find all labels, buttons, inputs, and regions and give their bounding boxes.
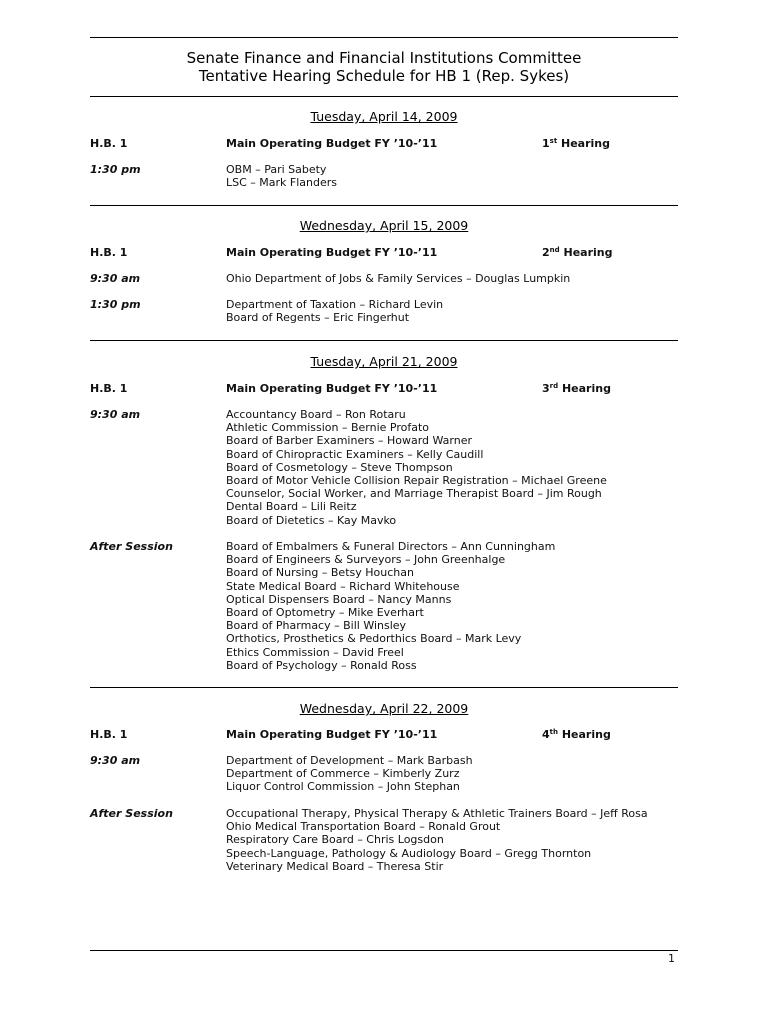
witness-list — [226, 754, 473, 794]
section-divider — [90, 687, 678, 688]
list-item: Board of Barber Examiners – Howard Warner — [226, 434, 473, 448]
bill-number: H.B. 1 — [90, 246, 128, 259]
section-divider — [90, 205, 678, 206]
hearing-label: 1st Hearing — [542, 137, 610, 150]
list-item: Athletic Commission – Bernie Profato — [226, 421, 430, 435]
list-item: Ohio Department of Jobs & Family Services – Douglas Lumpkin — [226, 272, 571, 285]
bill-number: H.B. 1 — [90, 382, 128, 395]
list-item: Department of Development – Mark Barbash — [226, 754, 473, 767]
page-number: 1 — [668, 952, 675, 965]
list-item: Board of Pharmacy – Bill Winsley — [226, 619, 407, 633]
list-item: Board of Motor Vehicle Collision Repair Registration – Michael Greene — [226, 474, 607, 488]
list-item: Liquor Control Commission – John Stephan — [226, 780, 460, 794]
witness-list — [226, 163, 337, 189]
page-title-line-1: Senate Finance and Financial Institutions Committee — [186, 49, 582, 67]
top-rule — [90, 37, 678, 38]
witness-list — [226, 540, 555, 672]
hearing-label: 2nd Hearing — [542, 246, 613, 259]
list-item: Board of Embalmers & Funeral Directors – Ann Cunningham — [226, 540, 556, 553]
time-slot: 9:30 am — [90, 408, 141, 421]
section-date: Wednesday, April 15, 2009 — [299, 218, 469, 233]
list-item: Respiratory Care Board – Chris Logsdon — [226, 833, 444, 847]
section-divider — [90, 340, 678, 341]
bill-number: H.B. 1 — [90, 728, 128, 741]
time-slot: 9:30 am — [90, 754, 141, 767]
list-item: Optical Dispensers Board – Nancy Manns — [226, 592, 452, 606]
list-item: Dental Board – Lili Reitz — [226, 500, 357, 514]
budget-title: Main Operating Budget FY ’10-’11 — [226, 137, 438, 150]
section-date: Wednesday, April 22, 2009 — [299, 701, 469, 716]
list-item: Board of Engineers & Surveyors – John Greenhalge — [226, 553, 506, 567]
budget-title: Main Operating Budget FY ’10-’11 — [226, 382, 438, 395]
list-item: Board of Nursing – Betsy Houchan — [226, 566, 414, 580]
time-slot: 9:30 am — [90, 272, 141, 285]
witness-list — [226, 807, 648, 873]
list-item: Ethics Commission – David Freel — [226, 645, 404, 659]
time-slot: After Session — [90, 540, 173, 553]
witness-list — [226, 272, 570, 285]
list-item: Department of Taxation – Richard Levin — [226, 298, 444, 311]
witness-list — [226, 298, 443, 324]
time-slot: After Session — [90, 807, 173, 820]
witness-list — [226, 408, 607, 527]
list-item: Occupational Therapy, Physical Therapy & Athletic Trainers Board – Jeff Rosa — [226, 807, 648, 820]
section-date: Tuesday, April 21, 2009 — [310, 354, 458, 369]
list-item: OBM – Pari Sabety — [226, 163, 327, 176]
list-item: Veterinary Medical Board – Theresa Stir — [226, 859, 444, 873]
list-item: Ohio Medical Transportation Board – Ronald Grout — [226, 820, 501, 834]
section-date: Tuesday, April 14, 2009 — [310, 109, 458, 124]
hearing-label: 4th Hearing — [542, 728, 611, 741]
list-item: Accountancy Board – Ron Rotaru — [226, 408, 406, 421]
header-bottom-rule — [90, 96, 678, 97]
list-item: Board of Psychology – Ronald Ross — [226, 658, 417, 672]
list-item: Counselor, Social Worker, and Marriage Therapist Board – Jim Rough — [226, 487, 602, 501]
list-item: Department of Commerce – Kimberly Zurz — [226, 767, 460, 781]
time-slot: 1:30 pm — [90, 163, 141, 176]
list-item: Board of Dietetics – Kay Mavko — [226, 513, 397, 527]
list-item: Orthotics, Prosthetics & Pedorthics Board – Mark Levy — [226, 632, 522, 646]
list-item: Speech-Language, Pathology & Audiology Board – Gregg Thornton — [226, 846, 592, 860]
page-title-line-2: Tentative Hearing Schedule for HB 1 (Rep. Sykes) — [198, 67, 570, 85]
list-item: Board of Chiropractic Examiners – Kelly Caudill — [226, 447, 484, 461]
bill-number: H.B. 1 — [90, 137, 128, 150]
budget-title: Main Operating Budget FY ’10-’11 — [226, 246, 438, 259]
budget-title: Main Operating Budget FY ’10-’11 — [226, 728, 438, 741]
time-slot: 1:30 pm — [90, 298, 141, 311]
list-item: Board of Cosmetology – Steve Thompson — [226, 460, 453, 474]
hearing-label: 3rd Hearing — [542, 382, 611, 395]
footer-rule — [90, 950, 678, 951]
list-item: State Medical Board – Richard Whitehouse — [226, 579, 460, 593]
list-item: LSC – Mark Flanders — [226, 176, 338, 190]
list-item: Board of Optometry – Mike Everhart — [226, 606, 424, 620]
list-item: Board of Regents – Eric Fingerhut — [226, 311, 410, 325]
